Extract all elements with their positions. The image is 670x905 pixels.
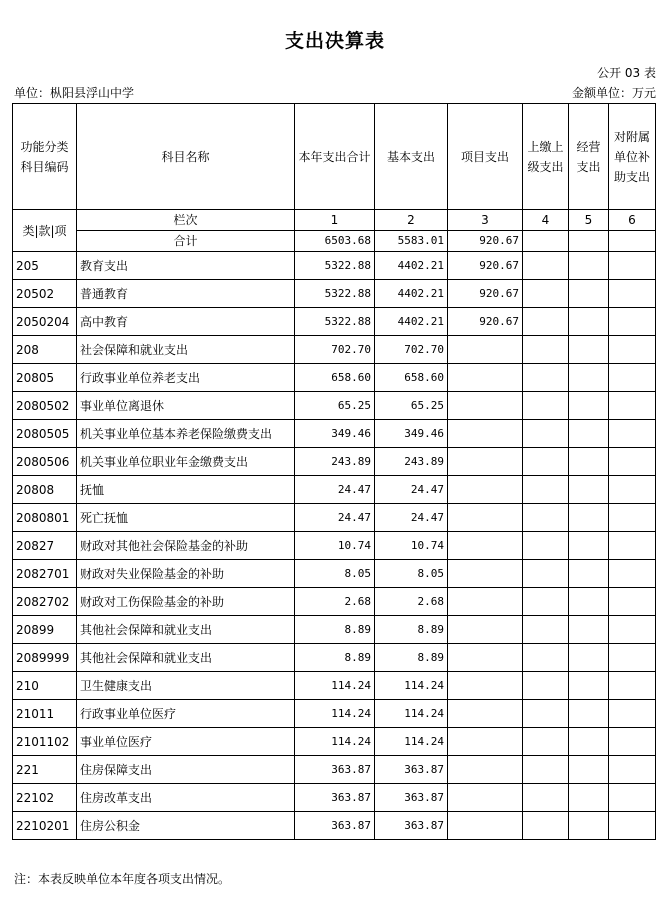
row-business — [569, 364, 609, 392]
row-upper — [523, 756, 569, 784]
row-total: 114.24 — [295, 700, 375, 728]
row-project — [448, 560, 523, 588]
row-total: 24.47 — [295, 504, 375, 532]
col-num: 6 — [609, 210, 656, 231]
row-subsidy — [609, 336, 656, 364]
row-subject: 抚恤 — [77, 476, 295, 504]
page-title: 支出决算表 — [284, 30, 385, 52]
row-business — [569, 448, 609, 476]
col-num: 5 — [569, 210, 609, 231]
row-total: 65.25 — [295, 392, 375, 420]
totals-project: 920.67 — [448, 231, 523, 252]
row-total: 363.87 — [295, 812, 375, 840]
row-code: 20899 — [13, 616, 77, 644]
row-upper — [523, 448, 569, 476]
row-basic: 658.60 — [375, 364, 448, 392]
row-code: 20808 — [13, 476, 77, 504]
row-upper — [523, 812, 569, 840]
table-row — [13, 672, 656, 700]
row-project — [448, 812, 523, 840]
row-basic: 8.89 — [375, 644, 448, 672]
row-code: 210 — [13, 672, 77, 700]
row-business — [569, 420, 609, 448]
row-subsidy — [609, 588, 656, 616]
row-upper — [523, 728, 569, 756]
row-project — [448, 644, 523, 672]
row-subject: 财政对失业保险基金的补助 — [77, 560, 295, 588]
row-basic: 4402.21 — [375, 280, 448, 308]
row-subsidy — [609, 756, 656, 784]
row-project — [448, 784, 523, 812]
row-upper — [523, 560, 569, 588]
row-subsidy — [609, 420, 656, 448]
table-row — [13, 308, 656, 336]
row-business — [569, 560, 609, 588]
row-subsidy — [609, 784, 656, 812]
row-upper — [523, 280, 569, 308]
row-total: 5322.88 — [295, 308, 375, 336]
table-row — [13, 392, 656, 420]
row-business — [569, 532, 609, 560]
table-row — [13, 448, 656, 476]
row-business — [569, 252, 609, 280]
row-total: 8.89 — [295, 616, 375, 644]
header-func-code: 功能分类科目编码 — [13, 104, 77, 210]
table-row — [13, 616, 656, 644]
footnote: 注：本表反映单位本年度各项支出情况。 — [14, 872, 231, 886]
table-row — [13, 532, 656, 560]
row-business — [569, 308, 609, 336]
row-project — [448, 392, 523, 420]
row-subsidy — [609, 728, 656, 756]
totals-row — [13, 231, 656, 252]
row-basic: 114.24 — [375, 672, 448, 700]
row-business — [569, 756, 609, 784]
header-upper: 上缴上级支出 — [523, 104, 569, 210]
table-row — [13, 812, 656, 840]
row-upper — [523, 700, 569, 728]
row-code: 208 — [13, 336, 77, 364]
row-subject: 机关事业单位职业年金缴费支出 — [77, 448, 295, 476]
row-basic: 4402.21 — [375, 308, 448, 336]
row-project: 920.67 — [448, 280, 523, 308]
header-subsidy: 对附属单位补助支出 — [609, 104, 656, 210]
row-basic: 349.46 — [375, 420, 448, 448]
table-row — [13, 476, 656, 504]
row-business — [569, 280, 609, 308]
row-basic: 4402.21 — [375, 252, 448, 280]
row-upper — [523, 252, 569, 280]
row-total: 243.89 — [295, 448, 375, 476]
row-code: 2089999 — [13, 644, 77, 672]
row-code: 2210201 — [13, 812, 77, 840]
row-upper — [523, 308, 569, 336]
row-subject: 行政事业单位医疗 — [77, 700, 295, 728]
row-project — [448, 476, 523, 504]
row-business — [569, 336, 609, 364]
row-code: 20805 — [13, 364, 77, 392]
row-project — [448, 420, 523, 448]
row-subject: 住房改革支出 — [77, 784, 295, 812]
row-total: 658.60 — [295, 364, 375, 392]
header-basic: 基本支出 — [375, 104, 448, 210]
row-subject: 事业单位医疗 — [77, 728, 295, 756]
row-total: 702.70 — [295, 336, 375, 364]
row-basic: 2.68 — [375, 588, 448, 616]
row-subject: 教育支出 — [77, 252, 295, 280]
row-total: 5322.88 — [295, 280, 375, 308]
row-upper — [523, 504, 569, 532]
row-basic: 114.24 — [375, 728, 448, 756]
row-subsidy — [609, 392, 656, 420]
table-row — [13, 560, 656, 588]
row-subsidy — [609, 532, 656, 560]
row-subsidy — [609, 280, 656, 308]
row-subsidy — [609, 364, 656, 392]
row-subsidy — [609, 308, 656, 336]
row-subject: 其他社会保障和就业支出 — [77, 616, 295, 644]
row-subject: 社会保障和就业支出 — [77, 336, 295, 364]
row-code: 2080801 — [13, 504, 77, 532]
row-total: 114.24 — [295, 672, 375, 700]
row-business — [569, 784, 609, 812]
row-business — [569, 728, 609, 756]
row-code: 2082701 — [13, 560, 77, 588]
row-upper — [523, 336, 569, 364]
row-upper — [523, 476, 569, 504]
row-project — [448, 616, 523, 644]
row-basic: 363.87 — [375, 812, 448, 840]
row-basic: 363.87 — [375, 784, 448, 812]
row-subject: 其他社会保障和就业支出 — [77, 644, 295, 672]
row-code: 2050204 — [13, 308, 77, 336]
row-subsidy — [609, 252, 656, 280]
col-num: 3 — [448, 210, 523, 231]
row-code: 2080505 — [13, 420, 77, 448]
table-row — [13, 252, 656, 280]
money-unit-label: 金额单位：万元 — [571, 86, 656, 100]
col-num: 4 — [523, 210, 569, 231]
header-column-label: 栏次 — [77, 210, 295, 231]
row-subject: 住房保障支出 — [77, 756, 295, 784]
row-upper — [523, 392, 569, 420]
row-basic: 10.74 — [375, 532, 448, 560]
row-code: 205 — [13, 252, 77, 280]
row-subject: 住房公积金 — [77, 812, 295, 840]
row-total: 2.68 — [295, 588, 375, 616]
row-basic: 243.89 — [375, 448, 448, 476]
row-subsidy — [609, 560, 656, 588]
row-project — [448, 504, 523, 532]
row-subsidy — [609, 448, 656, 476]
row-business — [569, 392, 609, 420]
row-code: 221 — [13, 756, 77, 784]
row-project — [448, 364, 523, 392]
row-business — [569, 476, 609, 504]
table-row — [13, 364, 656, 392]
table-row — [13, 588, 656, 616]
row-subject: 机关事业单位基本养老保险缴费支出 — [77, 420, 295, 448]
row-upper — [523, 672, 569, 700]
row-business — [569, 644, 609, 672]
table-row — [13, 336, 656, 364]
row-total: 10.74 — [295, 532, 375, 560]
row-basic: 8.89 — [375, 616, 448, 644]
row-total: 24.47 — [295, 476, 375, 504]
row-project — [448, 672, 523, 700]
header-business: 经营支出 — [569, 104, 609, 210]
row-project: 920.67 — [448, 252, 523, 280]
row-upper — [523, 420, 569, 448]
row-subsidy — [609, 700, 656, 728]
table-number: 公开 03 表 — [597, 66, 656, 80]
row-basic: 65.25 — [375, 392, 448, 420]
row-project — [448, 448, 523, 476]
row-upper — [523, 532, 569, 560]
row-basic: 24.47 — [375, 504, 448, 532]
row-subject: 死亡抚恤 — [77, 504, 295, 532]
row-code: 20827 — [13, 532, 77, 560]
row-basic: 702.70 — [375, 336, 448, 364]
row-project — [448, 336, 523, 364]
row-subject: 财政对工伤保险基金的补助 — [77, 588, 295, 616]
row-subsidy — [609, 616, 656, 644]
row-code: 2080506 — [13, 448, 77, 476]
row-subject: 行政事业单位养老支出 — [77, 364, 295, 392]
table-row — [13, 420, 656, 448]
row-total: 5322.88 — [295, 252, 375, 280]
row-upper — [523, 588, 569, 616]
row-business — [569, 672, 609, 700]
header-total: 本年支出合计 — [295, 104, 375, 210]
row-basic: 24.47 — [375, 476, 448, 504]
row-code: 2082702 — [13, 588, 77, 616]
row-subsidy — [609, 812, 656, 840]
row-total: 8.89 — [295, 644, 375, 672]
row-business — [569, 504, 609, 532]
row-project — [448, 588, 523, 616]
row-business — [569, 616, 609, 644]
row-total: 349.46 — [295, 420, 375, 448]
expenditure-table — [12, 103, 656, 840]
row-project — [448, 700, 523, 728]
header-project: 项目支出 — [448, 104, 523, 210]
table-row — [13, 504, 656, 532]
table-row — [13, 756, 656, 784]
totals-label: 合计 — [77, 231, 295, 252]
row-code: 2101102 — [13, 728, 77, 756]
row-upper — [523, 784, 569, 812]
row-subject: 财政对其他社会保险基金的补助 — [77, 532, 295, 560]
totals-total: 6503.68 — [295, 231, 375, 252]
table-row — [13, 280, 656, 308]
row-code: 2080502 — [13, 392, 77, 420]
row-subject: 卫生健康支出 — [77, 672, 295, 700]
row-subsidy — [609, 672, 656, 700]
table-row — [13, 784, 656, 812]
row-subsidy — [609, 644, 656, 672]
table-row — [13, 644, 656, 672]
col-num: 2 — [375, 210, 448, 231]
table-row — [13, 700, 656, 728]
row-business — [569, 700, 609, 728]
row-basic: 114.24 — [375, 700, 448, 728]
row-total: 363.87 — [295, 756, 375, 784]
row-upper — [523, 364, 569, 392]
header-kind: 类|款|项 — [13, 210, 77, 252]
row-upper — [523, 644, 569, 672]
header-subject: 科目名称 — [77, 104, 295, 210]
row-subject: 高中教育 — [77, 308, 295, 336]
row-project: 920.67 — [448, 308, 523, 336]
row-subject: 普通教育 — [77, 280, 295, 308]
row-basic: 8.05 — [375, 560, 448, 588]
table-row — [13, 728, 656, 756]
row-subsidy — [609, 504, 656, 532]
row-project — [448, 756, 523, 784]
row-total: 8.05 — [295, 560, 375, 588]
row-total: 363.87 — [295, 784, 375, 812]
totals-basic: 5583.01 — [375, 231, 448, 252]
row-project — [448, 728, 523, 756]
col-num: 1 — [295, 210, 375, 231]
row-subsidy — [609, 476, 656, 504]
unit-label: 单位：枞阳县浮山中学 — [14, 86, 135, 100]
row-code: 20502 — [13, 280, 77, 308]
row-business — [569, 588, 609, 616]
row-project — [448, 532, 523, 560]
row-upper — [523, 616, 569, 644]
row-subject: 事业单位离退休 — [77, 392, 295, 420]
row-total: 114.24 — [295, 728, 375, 756]
row-business — [569, 812, 609, 840]
row-code: 21011 — [13, 700, 77, 728]
row-basic: 363.87 — [375, 756, 448, 784]
row-code: 22102 — [13, 784, 77, 812]
